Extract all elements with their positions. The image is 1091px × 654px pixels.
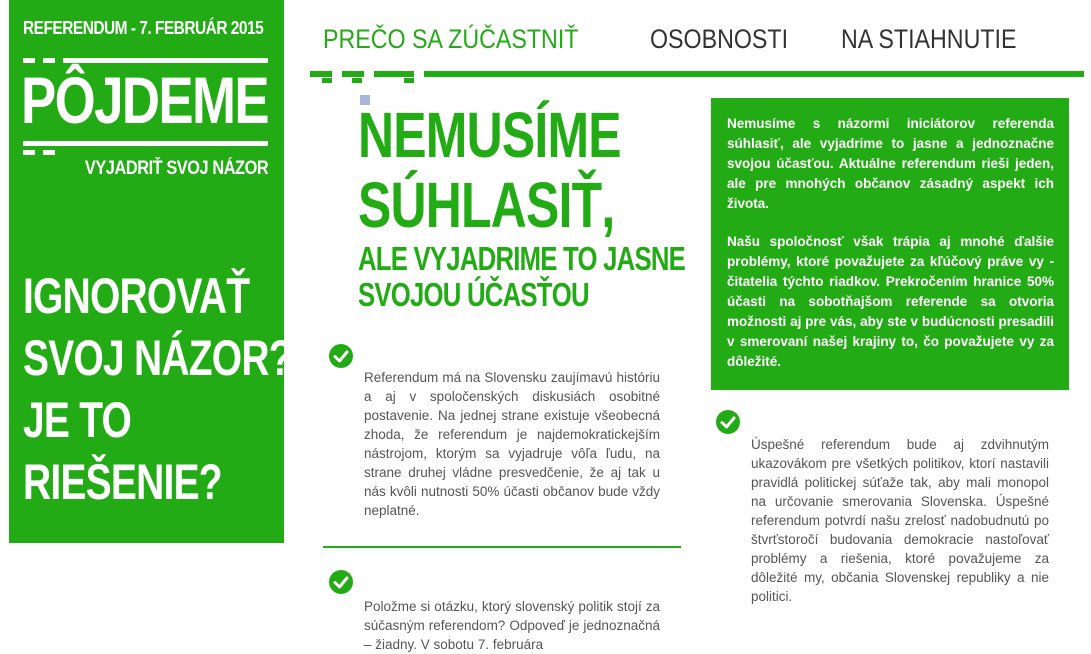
left-paragraph-1: Referendum má na Slovensku zaujímavú históriu a aj v spoločenských diskusiách osobitné postavenie. Na jednej strane existuje všeobecná zhoda, že referendum je najdemokratickejším nástrojom, ktorým sa vyjadruje vôľa ľudu, na strane druhej vládne presvedčenie, že aj tak u nás kvôli nutnosti 50% účasti občanov bude vždy neplatné. <box>364 370 660 518</box>
question-line: RIEŠENIE? <box>23 454 222 510</box>
decor-gap <box>364 71 374 77</box>
nav-item-osobnosti[interactable]: OSOBNOSTI <box>650 24 789 54</box>
question-line: JE TO <box>23 392 132 448</box>
nav-underline <box>310 71 1084 77</box>
check-circle-icon <box>716 410 740 434</box>
decor-dash <box>43 150 55 155</box>
highlight-paragraph-1: Nemusíme s názormi iniciátorov referenda súhlasiť, ale vyjadrime to jasne a jednoznačne svojou účasťou. Aktuálne referendum rieši jeden, ale pre mnohých občanov zásadný aspekt ich života. <box>727 116 1054 211</box>
page-headline <box>358 100 685 312</box>
decor-dash <box>404 78 414 83</box>
referendum-date: REFERENDUM - 7. FEBRUÁR 2015 <box>23 18 264 38</box>
highlight-paragraph-2: Našu spoločnosť však trápia aj mnohé ďalšie problémy, ktoré považujete za kľúčový práve vy - čitatelia týchto riadkov. Prekročením hranice 50% účasti na sobotňajšom referende sa otvoria možnosti aj pre vás, aby ste v budúcnosti presadili v smerovaní našej krajiny to, čo považujete vy za dôležité. <box>727 234 1054 369</box>
decor-dash <box>322 78 332 83</box>
headline-line: SÚHLASIŤ, <box>358 169 615 241</box>
decor-dash <box>352 78 362 83</box>
highlight-box <box>711 98 1069 390</box>
check-circle-icon <box>329 570 353 594</box>
question-line: SVOJ NÁZOR? <box>23 330 292 386</box>
sidebar <box>9 0 292 543</box>
headline-subline: SVOJOU ÚČASŤOU <box>358 276 589 313</box>
left-paragraph-2: Položme si otázku, ktorý slovenský politik stojí za súčasným referendom? Odpoveď je jednoznačná – žiadny. V sobotu 7. februára <box>364 599 660 652</box>
nav-item-preco-sa-zucastnit[interactable]: PREČO SA ZÚČASTNIŤ <box>323 24 579 54</box>
check-circle-icon <box>329 344 353 368</box>
logo-subtitle: VYJADRIŤ SVOJ NÁZOR <box>84 158 268 179</box>
question-line: IGNOROVAŤ <box>23 268 250 324</box>
nav-item-na-stiahnutie[interactable]: NA STIAHNUTIE <box>840 24 1017 54</box>
headline-line: NEMUSÍME <box>358 99 621 171</box>
decor-dash <box>23 150 35 155</box>
right-paragraph-1: Úspešné referendum bude aj zdvihnutým ukazovákom pre všetkých politikov, ktorí nastavili pravidlá politickej súťaže tak, aby mali monopol na určovanie smerovania Slovenska. Úspešné referendum potvrdí našu zrelosť nadobudnutú po štvrťstoročí budovania demokracie nastoľovať problémy a riešenia, ktoré považujeme za dôležité my, občania Slovenskej republiky a nie politici. <box>751 437 1049 604</box>
section-divider <box>323 546 681 548</box>
headline-subline: ALE VYJADRIME TO JASNE <box>358 240 686 277</box>
logo[interactable]: PÔJDEME <box>21 63 268 137</box>
decor-gap <box>414 71 424 77</box>
decor-line <box>23 141 268 146</box>
decor-gap <box>332 71 342 77</box>
main-nav <box>323 24 1045 55</box>
sidebar-question <box>23 265 292 513</box>
